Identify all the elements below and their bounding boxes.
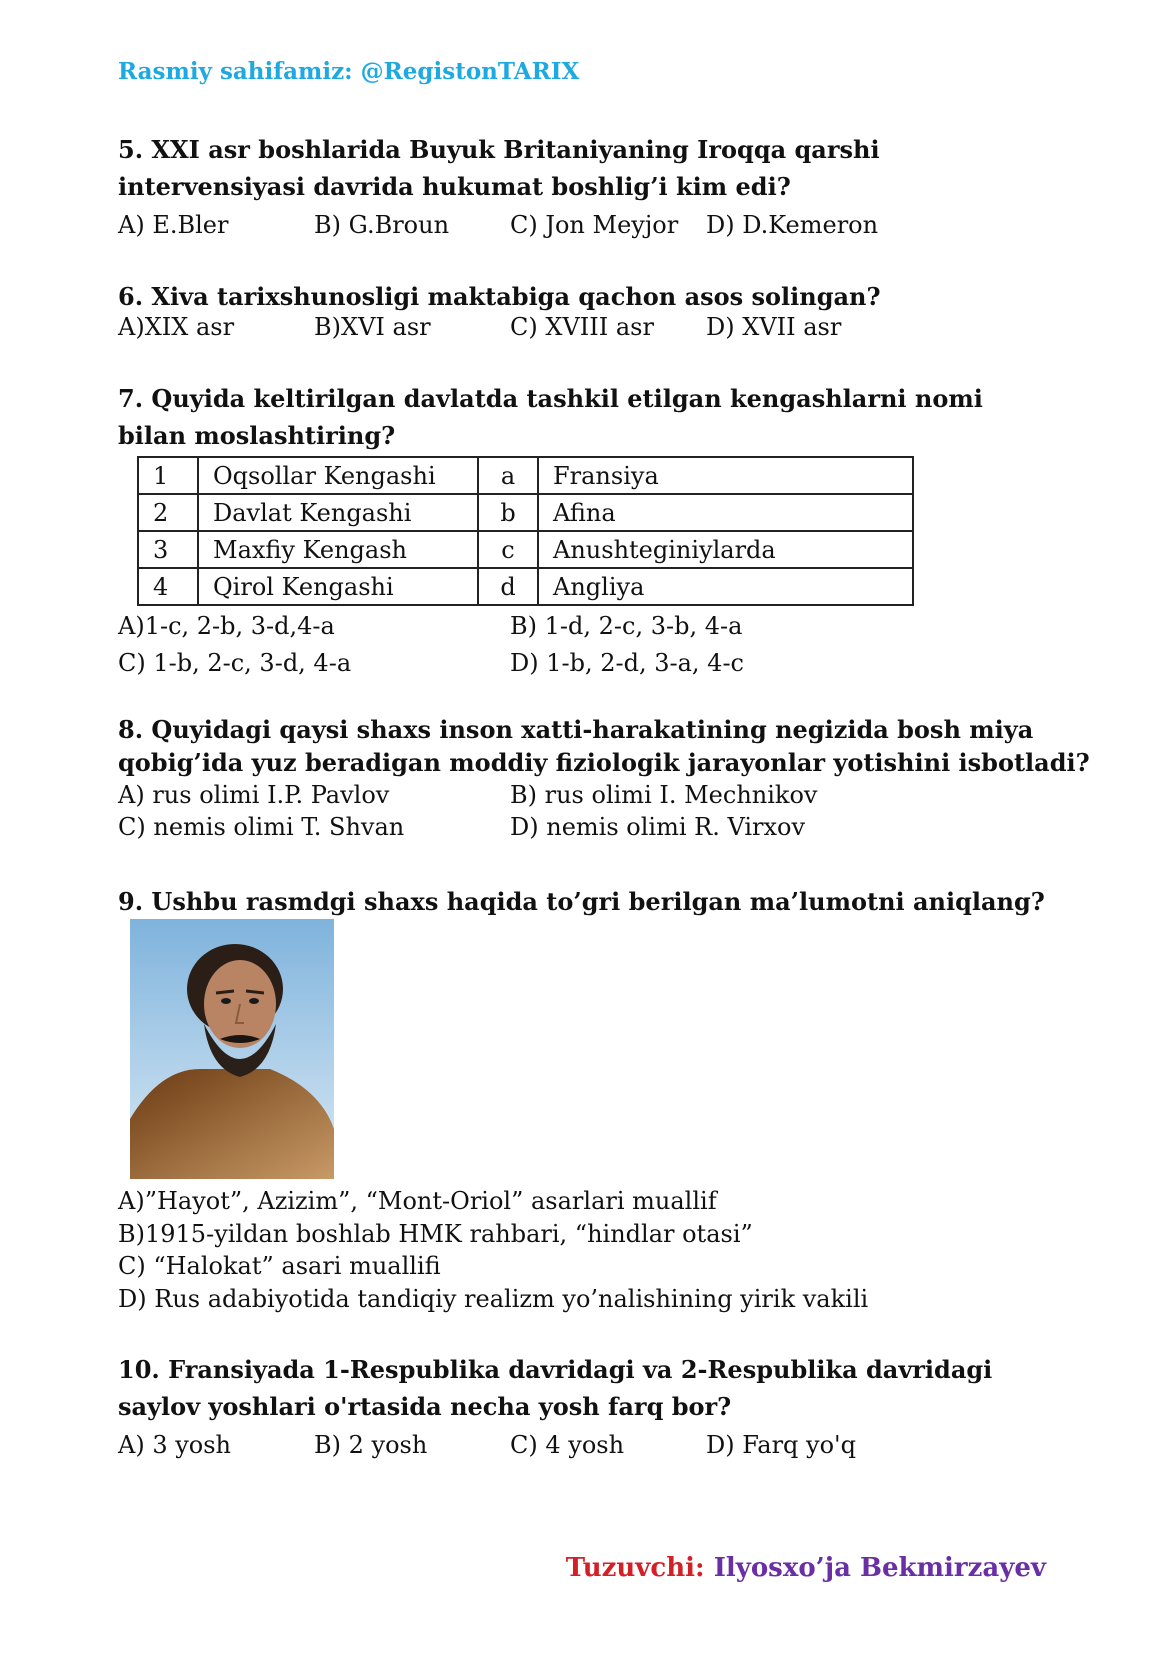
author-name: Ilyosxo’ja Bekmirzayev [713, 1553, 1046, 1583]
table-row [138, 568, 913, 605]
option-d: D) Farq yo'q [706, 1431, 856, 1459]
option-a: A) rus olimi I.P. Pavlov [118, 781, 390, 809]
table-cell: Afina [538, 494, 913, 531]
table-cell: b [478, 494, 538, 531]
table-cell: 1 [138, 457, 198, 494]
question-8-line1: 8. Quyidagi qaysi shaxs inson xatti-harakatining negizida bosh miya [118, 715, 1034, 744]
table-cell: Oqsollar Kengashi [198, 457, 478, 494]
question-5-options [118, 211, 1018, 239]
table-cell: Anushteginiylarda [538, 531, 913, 568]
table-cell: 2 [138, 494, 198, 531]
option-a: A) E.Bler [118, 211, 229, 239]
question-7-options-row2 [118, 649, 902, 677]
table-cell: d [478, 568, 538, 605]
option-a: A) 3 yosh [118, 1431, 232, 1459]
option-d: D) 1-b, 2-d, 3-a, 4-c [510, 649, 744, 677]
question-7: 7. Quyida keltirilgan davlatda tashkil etilgan kengashlarni nomi bilan moslashtiring? [118, 384, 983, 450]
option-d: D) D.Kemeron [706, 211, 879, 239]
question-6-options [118, 313, 1018, 341]
table-cell: Davlat Kengashi [198, 494, 478, 531]
table-cell: Angliya [538, 568, 913, 605]
option-b: B) rus olimi I. Mechnikov [510, 781, 818, 809]
question-8-options-row2 [118, 813, 902, 841]
table-cell: c [478, 531, 538, 568]
option-c: C) “Halokat” asari muallifi [118, 1252, 441, 1280]
table-cell: Maxfiy Kengash [198, 531, 478, 568]
question-8-line2: qobig’ida yuz beradigan moddiy fiziologik jarayonlar yotishini isbotladi? [118, 748, 1090, 777]
table-cell: 4 [138, 568, 198, 605]
option-a: A)XIX asr [118, 313, 235, 341]
option-c: C) nemis olimi T. Shvan [118, 813, 405, 841]
table-row [138, 494, 913, 531]
option-c: C) Jon Meyjor [510, 211, 679, 239]
question-7-options-row1 [118, 612, 902, 640]
option-d: D) nemis olimi R. Virxov [510, 813, 806, 841]
table-cell: Qirol Kengashi [198, 568, 478, 605]
option-c: C) 4 yosh [510, 1431, 625, 1459]
table-cell: Fransiya [538, 457, 913, 494]
question-10-options [118, 1431, 1018, 1459]
option-b: B)XVI asr [314, 313, 431, 341]
option-b: B) G.Broun [314, 211, 450, 239]
option-b: B) 2 yosh [314, 1431, 428, 1459]
matching-table [137, 456, 914, 606]
question-5: 5. XXI asr boshlarida Buyuk Britaniyaning Iroqqa qarshi intervensiyasi davrida hukumat boshlig’i kim edi? [118, 135, 880, 201]
option-b: B) 1-d, 2-c, 3-b, 4-a [510, 612, 743, 640]
author-label: Tuzuvchi: [565, 1553, 705, 1583]
option-b: B)1915-yildan boshlab HMK rahbari, “hindlar otasi” [118, 1220, 753, 1248]
option-d: D) XVII asr [706, 313, 842, 341]
option-c: C) XVIII asr [510, 313, 654, 341]
table-cell: 3 [138, 531, 198, 568]
question-10: 10. Fransiyada 1-Respublika davridagi va 2-Respublika davridagi saylov yoshlari o'rtasida necha yosh farq bor? [118, 1355, 993, 1421]
table-cell: a [478, 457, 538, 494]
question-8-options-row1 [118, 781, 902, 809]
question-9: 9. Ushbu rasmdgi shaxs haqida to’gri berilgan ma’lumotni aniqlang? [118, 887, 1045, 916]
table-row [138, 531, 913, 568]
option-c: C) 1-b, 2-c, 3-d, 4-a [118, 649, 352, 677]
portrait-image [130, 919, 334, 1179]
table-row [138, 457, 913, 494]
option-a: A)”Hayot”, Azizim”, “Mont-Oriol” asarlari muallif [118, 1187, 717, 1215]
page-header: Rasmiy sahifamiz: @RegistonTARIX [118, 58, 580, 85]
option-d: D) Rus adabiyotida tandiqiy realizm yo’nalishining yirik vakili [118, 1285, 869, 1313]
author-credit [566, 1553, 1046, 1583]
question-6: 6. Xiva tarixshunosligi maktabiga qachon asos solingan? [118, 282, 881, 311]
option-a: A)1-c, 2-b, 3-d,4-a [118, 612, 335, 640]
